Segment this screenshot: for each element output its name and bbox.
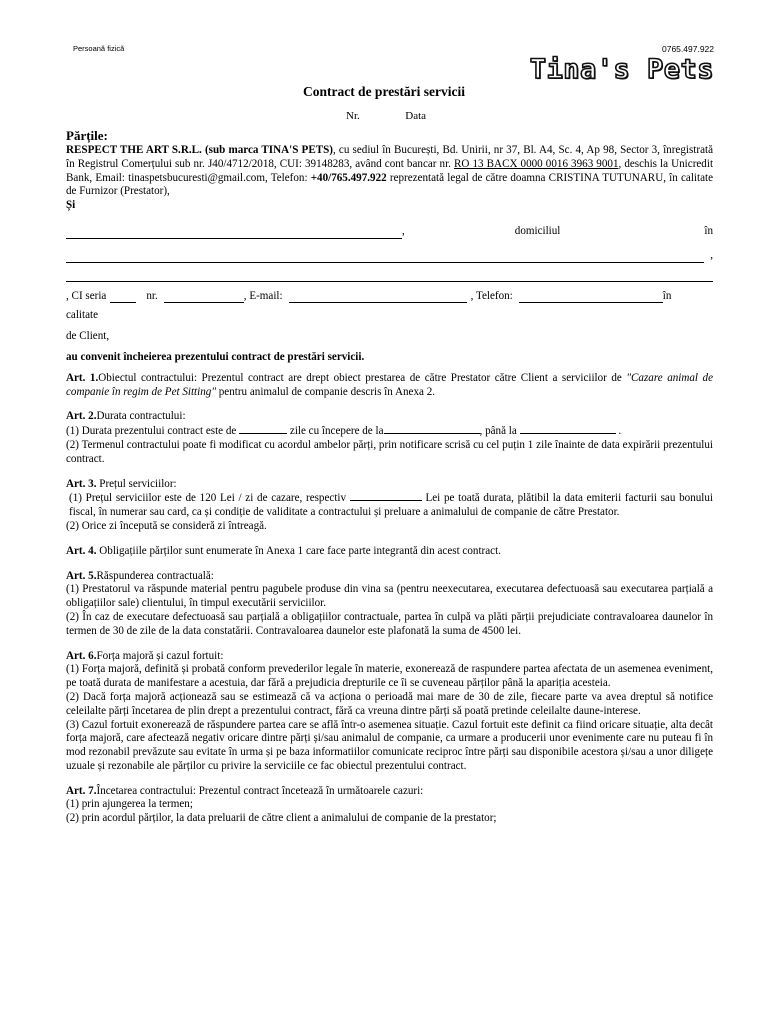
article-1-service: "Cazare animal de companie în regim de Pet Sitting" (66, 371, 713, 398)
period: . (618, 425, 622, 438)
article-7-label: Art. 7. (66, 784, 97, 797)
company-name: RESPECT THE ART S.R.L. (sub marca TINA'S PETS) (66, 144, 333, 156)
start-text: zile cu începere de la (289, 425, 384, 438)
phone-field[interactable] (519, 293, 663, 303)
company-details-1: , cu sediul în București, Bd. Unirii, nr 37, Bl. A4, Sc. 4, Ap 98, Sector 3, înregistrată în Registrul Comerțului sub nr. J40/4712/2018, CUI: 39148283, având cont bancar nr. (66, 144, 714, 170)
article-6-title: Forța majoră și cazul fortuit: (96, 649, 224, 662)
article-6-label: Art. 6. (66, 649, 97, 662)
article-2-title: Durata contractului: (96, 410, 186, 423)
in-label-2: în (662, 289, 672, 302)
article-6-p3: (3) Cazul fortuit exonerează de răspundere partea care se află într-o asemenea situație. Cazul fortuit este definit ca fiind oricare situație, alta decât forța majoră, care afectează negativ oricare dintre părți și/sau animalul de companie, ca urmare a producerii unor evenimente care nu puteau fi în mod rezonabil prevăzute sau evitate în urma și pe baza informatiilor comunicate reciproc între părți sau disponibile acestora și/sau a unor diligețe uzuale și rezonabile ale părților cu privire la serviciile ce fac obiectul prezentului contract. (66, 718, 713, 772)
bank-account: RO 13 BACX 0000 0016 3963 9001 (454, 157, 619, 170)
company-details-3: reprezentată legal de către doamna CRISTINA TUTUNARU, în calitate de Furnizor (Prestator), (66, 171, 713, 198)
article-3-p2: (2) Orice zi începută se consideră zi întreagă. (66, 519, 267, 532)
header-phone: 0765.497.922 (662, 44, 714, 54)
start-date-field[interactable] (384, 424, 480, 434)
id-contact-row (66, 290, 713, 304)
article-7-p2: (2) prin acordul părților, la data preluarii de către client a animalului de companie de la prestator; (66, 812, 497, 825)
parties-heading: Părțile: (66, 128, 108, 143)
article-1-text: Obiectul contractului: Prezentul contract are drept obiect prestarea de către Prestator către Client a serviciilor de (98, 371, 627, 384)
article-6-p2: (2) Dacă forța majoră acționează sau se estimează că va acționa o perioadă mai mare de 30 de zile, fiecare parte va avea dreptul să notifice celeilalte părți încetarea de plin drept a prezentului contract, fără ca vreuna dintre părți să poată pretinde celeilalte daune-interese. (66, 690, 713, 717)
ci-number-label: nr. (146, 289, 158, 302)
client-name-field[interactable] (66, 229, 402, 239)
price-text-end: Lei pe toată durata, plătibil la data emiterii facturii sau bonului fiscal, în numerar sau card, ca și condiție de validitate a contractului și preluare a animalului de companie de către Prestator. (69, 492, 714, 519)
article-2-p1 (66, 424, 713, 439)
total-price-field[interactable] (350, 491, 422, 501)
email-label: , E-mail: (243, 289, 283, 302)
article-1-label: Art. 1. (66, 371, 99, 384)
article-2-label: Art. 2. (66, 410, 97, 423)
ci-number-field[interactable] (164, 293, 244, 303)
article-4-text: Obligațiile părților sunt enumerate în Anexa 1 care face parte integrantă din acest contract. (96, 544, 501, 557)
date-label: Data (405, 110, 427, 122)
number-label: Nr. (346, 110, 360, 122)
address-row-1: , (66, 249, 713, 263)
article-2-p2: (2) Termenul contractului poate fi modificat cu acordul ambelor părți, prin notificare scrisă cu cel puțin 1 zile înainte de data expirării prezentului contract. (66, 438, 713, 465)
end-text: , până la (479, 425, 517, 438)
in-label: în (704, 224, 713, 237)
client-name-row: , domiciliul în (66, 225, 713, 239)
agreement-statement: au convenit încheierea prezentului contract de prestări servicii. (66, 350, 365, 363)
article-5-label: Art. 5. (66, 569, 97, 582)
article-2-heading (66, 410, 713, 424)
domicile-label: domiciliul (514, 224, 561, 237)
price-text: (1) Prețul serviciilor este de 120 Lei / zi de cazare, respectiv (69, 492, 347, 505)
duration-text: (1) Durata prezentului contract este de (66, 425, 237, 438)
address-field-1[interactable] (66, 253, 704, 263)
article-6-heading (66, 650, 713, 664)
article-5-title: Răspunderea contractuală: (96, 569, 214, 582)
client-role-label: de Client, (66, 330, 110, 343)
phone-label: , Telefon: (470, 289, 513, 302)
article-3-title: Prețul serviciilor: (96, 477, 177, 490)
article-5-p1: (1) Prestatorul va răspunde material pentru pagubele produse din vina sa (pentru neexecutarea, executarea defectuoasă sau executarea parțială a obligațiilor sale) clientului, în timpul executării serviciilor. (66, 583, 713, 610)
article-3-label: Art. 3. (66, 477, 97, 490)
article-5-heading (66, 570, 713, 584)
article-7-p1: (1) prin ajungerea la termen; (66, 798, 193, 811)
ci-series-label: , CI seria (66, 289, 107, 302)
email-field[interactable] (289, 293, 467, 303)
article-3-heading (66, 478, 713, 492)
company-details-2: , deschis la Unicredit Bank, Email: tinaspetsbucuresti@gmail.com, Telefon: (66, 157, 714, 184)
article-7-title: Încetarea contractului: Prezentul contract încetează în următoarele cazuri: (96, 784, 424, 797)
article-4 (66, 545, 713, 559)
provider-paragraph (66, 144, 713, 199)
article-1-text-end: pentru animalul de companie descris în Anexa 2. (215, 385, 436, 398)
ci-series-field[interactable] (110, 293, 136, 303)
duration-days-field[interactable] (239, 424, 287, 434)
number-date-line (346, 110, 426, 122)
tinas-pets-logo: Tina's Pets (529, 54, 714, 85)
calitate-label: calitate (66, 309, 99, 322)
article-6-p1: (1) Forța majoră, definită și probată conform prevederilor legale în materie, exonerează de raspundere partea afectata de un asemenea eveniment, pe toată durata de manifestare a acestuia, dar fără a prejudicia drepturile ce îi se cuveneau părților până la apariția acesteia. (66, 663, 713, 690)
article-5-p2: (2) În caz de executare defectuoasă sau parțială a obligațiilor contractuale, partea în culpă va plăti părții prejudiciate contravaloarea daunelor în termen de 30 de zile de la data constatării. Contravaloarea daunelor este plafonată la suma de 4500 lei. (66, 610, 713, 637)
and-label: Și (66, 199, 76, 212)
article-7-heading (66, 785, 713, 799)
address-field-2[interactable] (66, 271, 713, 282)
contract-title: Contract de prestări servicii (302, 84, 466, 99)
article-3-p1 (66, 491, 713, 520)
article-1 (66, 372, 713, 400)
article-4-label: Art. 4. (66, 544, 97, 557)
contract-body (66, 128, 713, 826)
end-date-field[interactable] (520, 424, 616, 434)
person-type-label: Persoană fizică (73, 44, 125, 53)
company-phone: +40/765.497.922 (310, 171, 387, 184)
